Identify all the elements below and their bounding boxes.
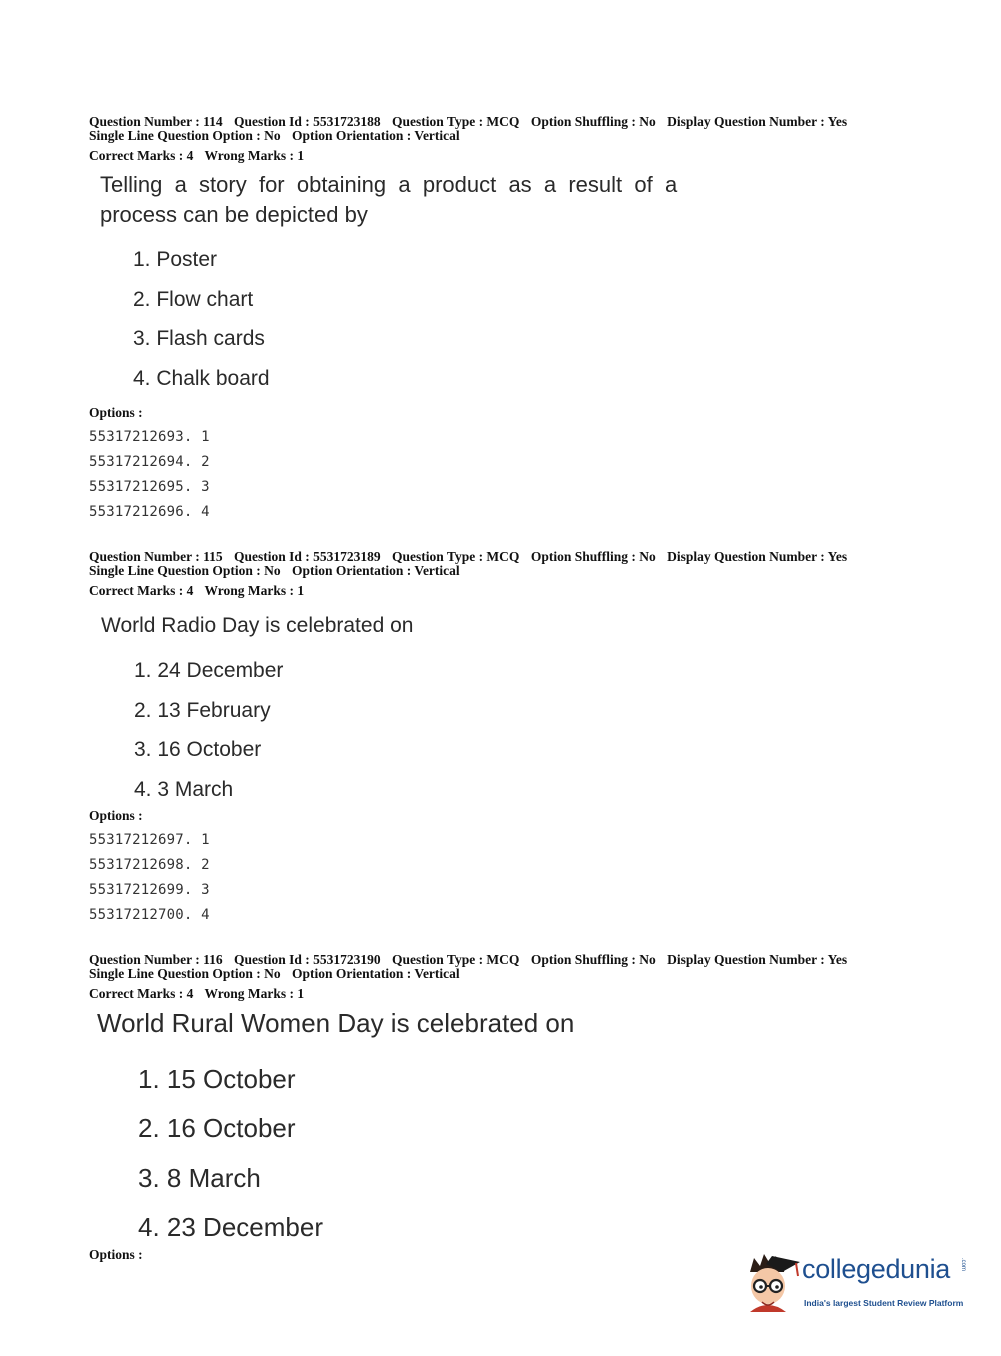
- option-row: 55317212699. 3: [89, 882, 210, 898]
- options-label: Options :: [89, 405, 143, 420]
- choice: 1. 15 October: [138, 1064, 296, 1094]
- question-115: [89, 550, 919, 598]
- question-meta-line1: Question Number : 114 Question Id : 5531723188 Question Type : MCQ Option Shuffling : No Display Question Number : Yes: [89, 114, 848, 129]
- marks-line: Correct Marks : 4 Wrong Marks : 1: [89, 583, 305, 598]
- choice: 4. 3 March: [134, 778, 234, 802]
- option-row: 55317212694. 2: [89, 454, 210, 470]
- logo-tagline: India's largest Student Review Platform: [804, 1298, 964, 1308]
- marks-line: Correct Marks : 4 Wrong Marks : 1: [89, 986, 305, 1001]
- options-list: [89, 828, 210, 928]
- option-row: 55317212697. 1: [89, 832, 210, 848]
- options-label: Options :: [89, 808, 143, 823]
- option-row: 55317212695. 3: [89, 479, 210, 495]
- option-row: 55317212696. 4: [89, 504, 210, 520]
- option-row: 55317212700. 4: [89, 907, 210, 923]
- question-116: [89, 953, 919, 1001]
- question-text: World Radio Day is celebrated on: [101, 614, 414, 637]
- choice: 3. 8 March: [138, 1162, 261, 1193]
- collegedunia-logo: [742, 1250, 972, 1320]
- answer-choices: [138, 1055, 323, 1252]
- answer-choices: [134, 651, 283, 810]
- choice: 1. 24 December: [134, 659, 284, 682]
- question-meta-line1: Question Number : 115 Question Id : 5531723189 Question Type : MCQ Option Shuffling : No Display Question Number : Yes: [89, 549, 848, 564]
- choice: 3. 16 October: [134, 738, 262, 762]
- choice: 2. 13 February: [134, 698, 271, 722]
- choice: 2. 16 October: [138, 1113, 296, 1144]
- mascot-icon: [742, 1250, 802, 1312]
- question-meta-line2: Single Line Question Option : No Option Orientation : Vertical: [89, 966, 460, 981]
- choice: 2. Flow chart: [133, 287, 254, 311]
- option-row: 55317212693. 1: [89, 429, 210, 445]
- choice: 4. Chalk board: [133, 366, 270, 390]
- marks-line: Correct Marks : 4 Wrong Marks : 1: [89, 148, 305, 163]
- question-meta-line1: Question Number : 116 Question Id : 5531723190 Question Type : MCQ Option Shuffling : No Display Question Number : Yes: [89, 952, 848, 967]
- question-text: Telling a story for obtaining a product as a result of a process can be depicted by: [100, 172, 678, 227]
- answer-choices: [133, 240, 270, 398]
- logo-wordmark: collegedunia: [802, 1254, 951, 1284]
- question-meta-line2: Single Line Question Option : No Option Orientation : Vertical: [89, 563, 460, 578]
- choice: 3. Flash cards: [133, 327, 265, 350]
- option-row: 55317212698. 2: [89, 857, 210, 873]
- options-list: [89, 425, 210, 525]
- question-text: World Rural Women Day is celebrated on: [97, 1008, 575, 1038]
- logo-domain: .com: [960, 1258, 966, 1272]
- question-114: [89, 115, 919, 163]
- choice: 4. 23 December: [138, 1211, 323, 1242]
- options-label: Options :: [89, 1247, 143, 1262]
- choice: 1. Poster: [133, 248, 218, 271]
- question-meta-line2: Single Line Question Option : No Option Orientation : Vertical: [89, 128, 460, 143]
